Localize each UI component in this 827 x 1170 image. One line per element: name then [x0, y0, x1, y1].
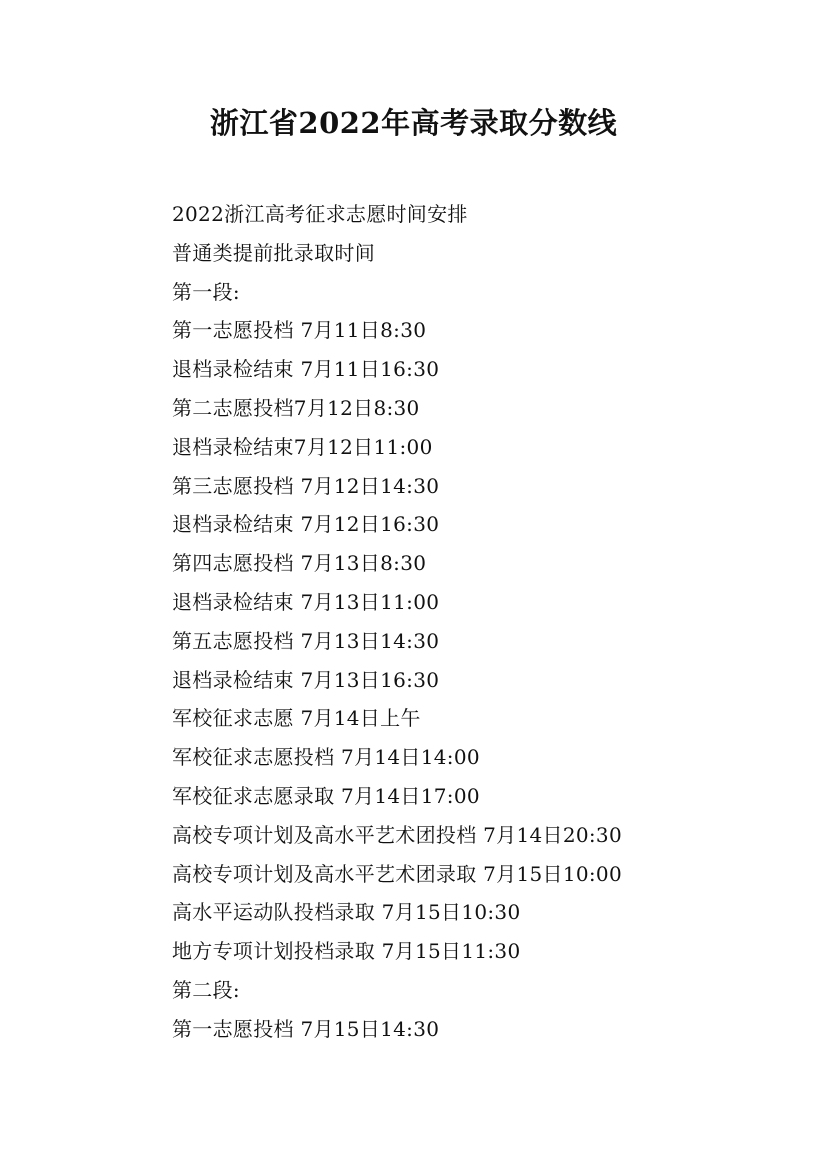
schedule-line: 军校征求志愿 7月14日上午	[172, 706, 421, 731]
schedule-line: 第三志愿投档 7月12日14:30	[172, 473, 440, 498]
schedule-line: 军校征求志愿投档 7月14日14:00	[172, 745, 480, 770]
schedule-line: 第二志愿投档7月12日8:30	[172, 395, 420, 420]
schedule-line: 高校专项计划及高水平艺术团投档 7月14日20:30	[172, 822, 622, 847]
schedule-line: 退档录检结束7月12日11:00	[172, 434, 433, 459]
schedule-heading: 2022浙江高考征求志愿时间安排	[172, 202, 468, 226]
schedule-line: 高水平运动队投档录取 7月15日10:30	[172, 900, 521, 925]
schedule-line: 第四志愿投档 7月13日8:30	[172, 551, 427, 576]
schedule-line: 军校征求志愿录取 7月14日17:00	[172, 783, 480, 808]
schedule-line: 第五志愿投档 7月13日14:30	[172, 628, 440, 653]
stage-label: 第二段:	[172, 977, 240, 1002]
schedule-line: 退档录检结束 7月13日16:30	[172, 667, 440, 692]
schedule-line: 退档录检结束 7月13日11:00	[172, 589, 440, 614]
document-title: 浙江省2022年高考录取分数线	[209, 106, 618, 140]
schedule-line: 地方专项计划投档录取 7月15日11:30	[172, 939, 521, 964]
schedule-lines	[172, 195, 792, 1049]
stage-label: 第一段:	[172, 279, 240, 304]
schedule-line: 第一志愿投档 7月15日14:30	[172, 1016, 440, 1041]
schedule-line: 高校专项计划及高水平艺术团录取 7月15日10:00	[172, 861, 622, 886]
schedule-line: 退档录检结束 7月11日16:30	[172, 357, 440, 382]
section-subheading: 普通类提前批录取时间	[172, 240, 375, 265]
schedule-line: 第一志愿投档 7月11日8:30	[172, 318, 427, 343]
schedule-line: 退档录检结束 7月12日16:30	[172, 512, 440, 537]
